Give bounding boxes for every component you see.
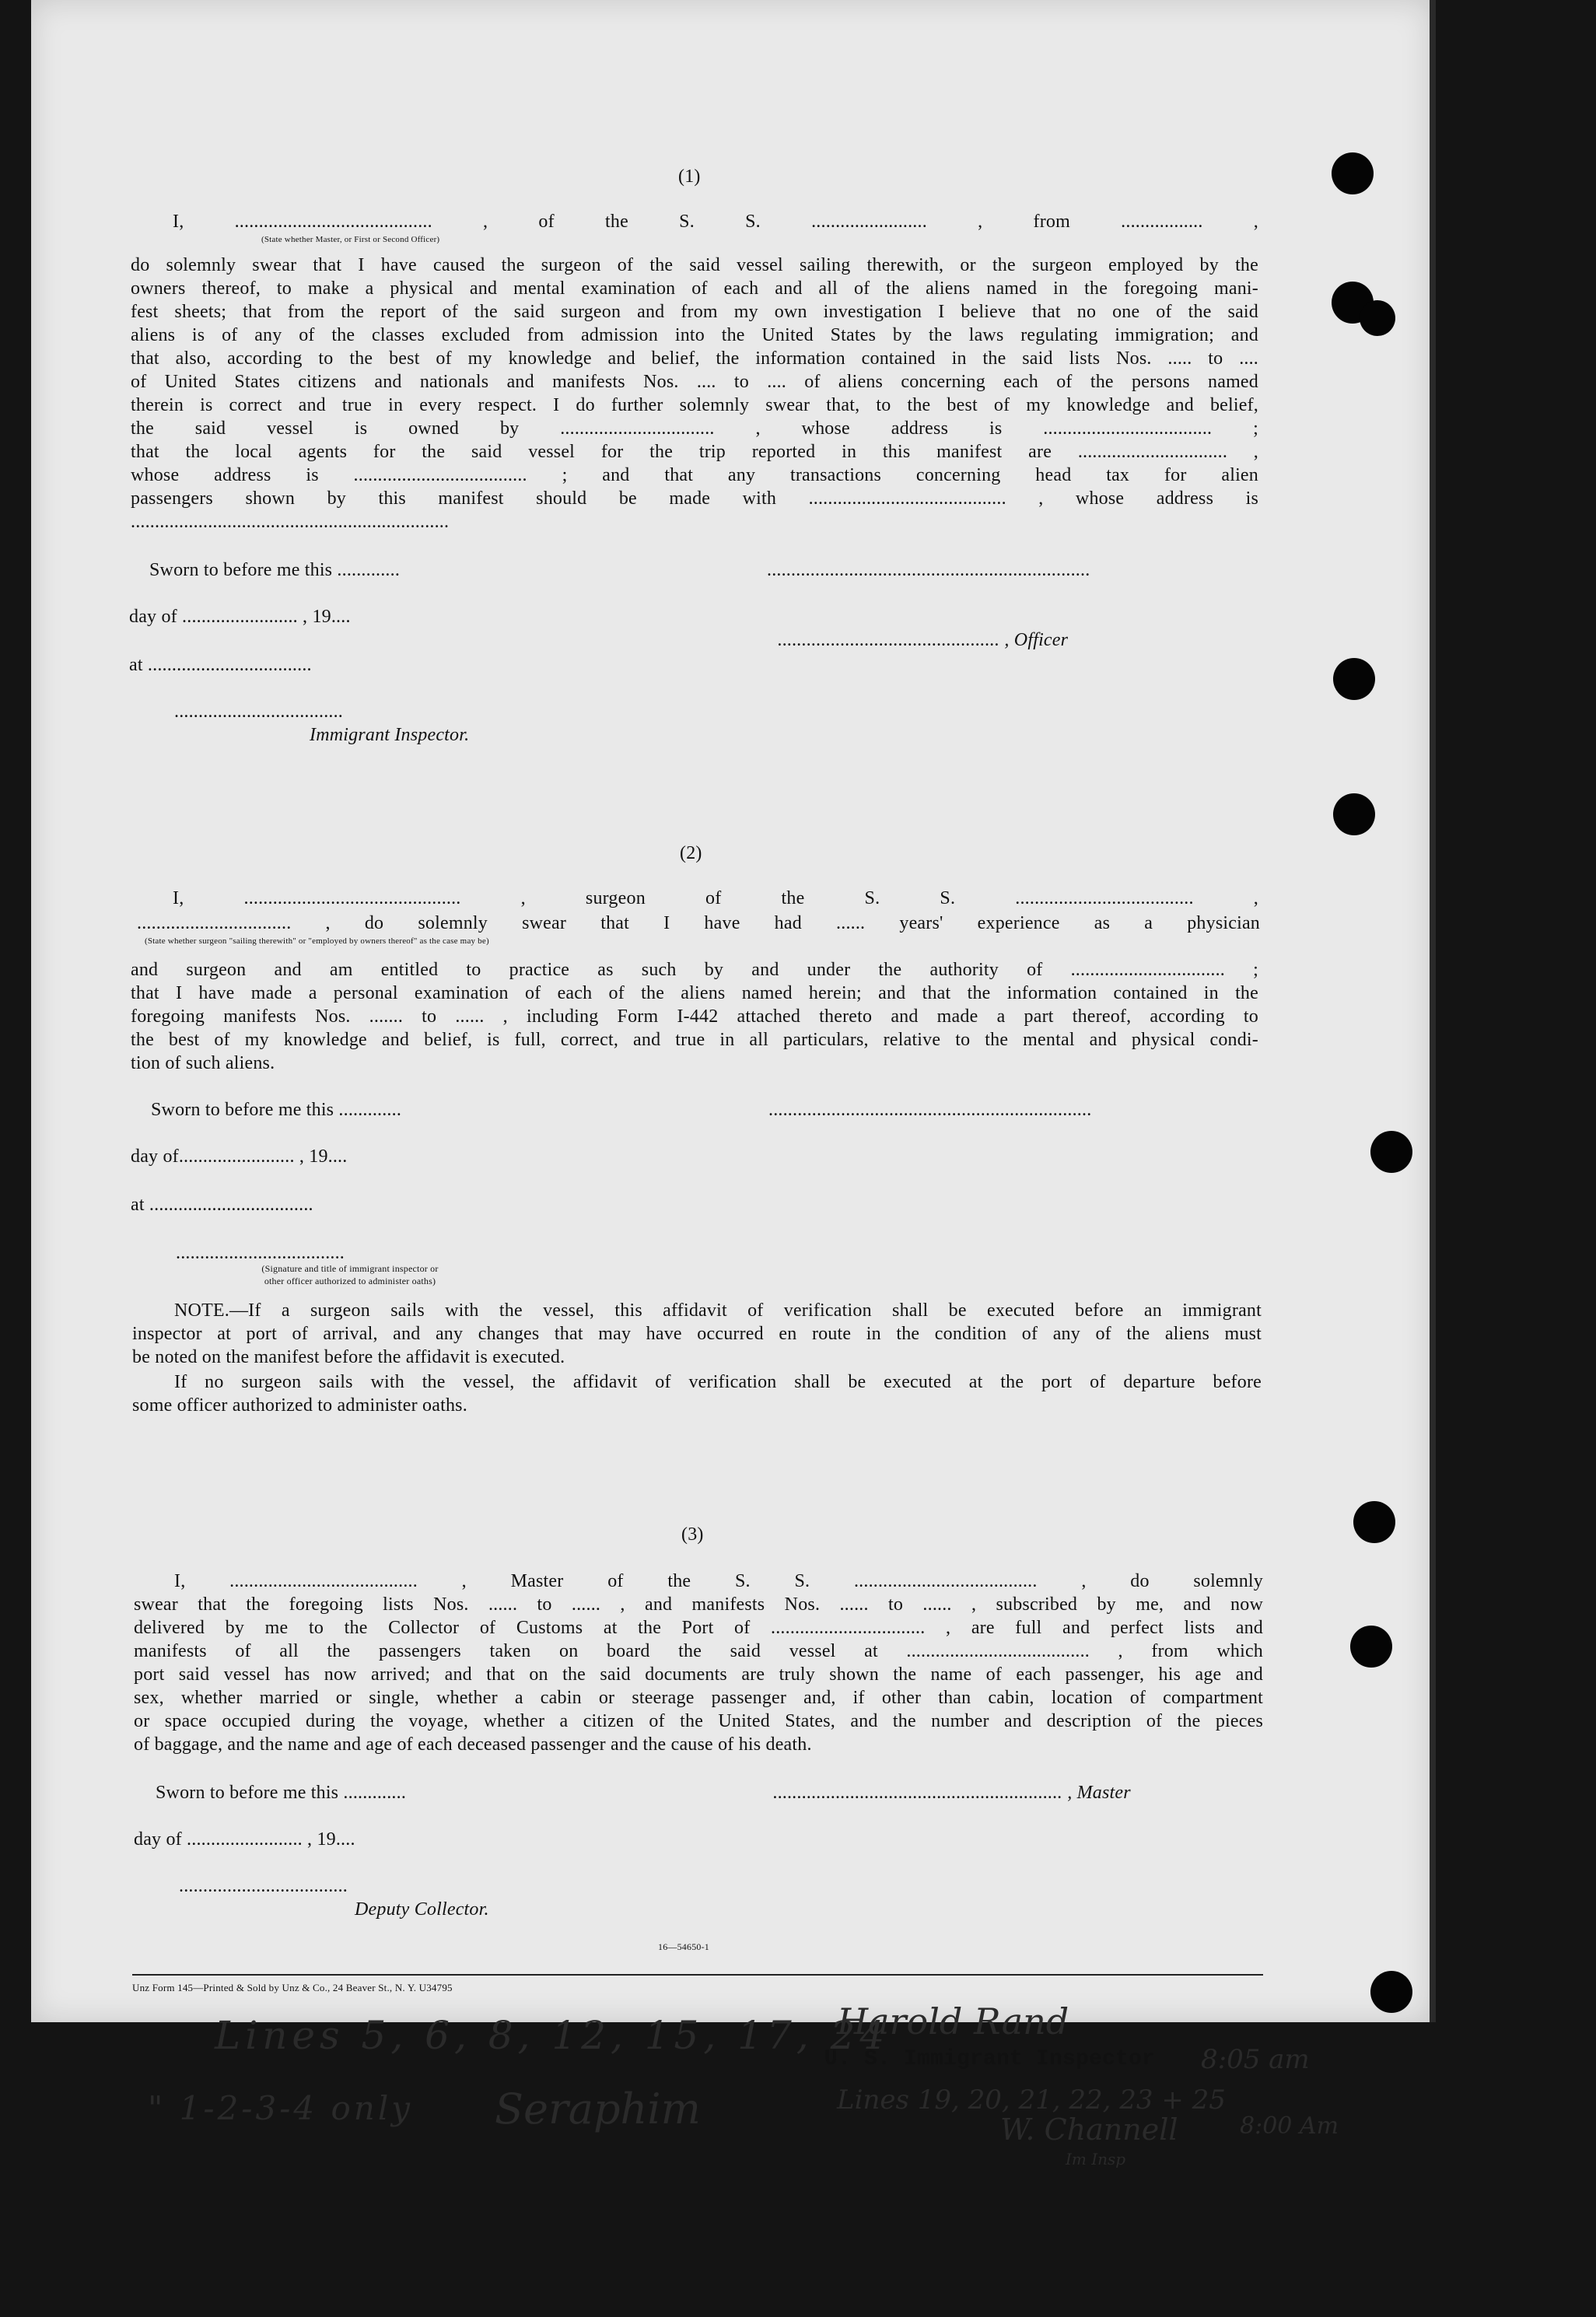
inspector-signature-2: W. Channell [1000, 2112, 1178, 2147]
section-2-signature-note: (Signature and title of immigrant inspector or [261, 1263, 439, 1274]
section-1-officer: .............................................. , Officer [778, 630, 1069, 650]
section-1-tail-dots: .................................................................. [131, 512, 450, 532]
handwritten-lines-note-2: Lines 19, 20, 21, 22, 23 + 25 [837, 2084, 1226, 2116]
punch-hole [1333, 793, 1375, 835]
section-3-text-line: delivered by me to the Collector of Customs at the Port of ................................ , are full and perfect lists and [134, 1618, 1263, 1638]
section-3-text-line: port said vessel has now arrived; and that on the said documents are truly shown the name of each passenger, his age and [134, 1664, 1263, 1685]
inspector-signature: Harold Rand [837, 2000, 1069, 2042]
section-1-text-line: fest sheets; that from the report of the said surgeon and from my own investigation I believe that no one of the said [131, 302, 1258, 322]
section-1-text-line: do solemnly swear that I have caused the surgeon of the said vessel sailing therewith, or the surgeon employed by the [131, 255, 1258, 275]
section-1-text-line: that also, according to the best of my knowledge and belief, the information contained in the said lists Nos. ..... to .... [131, 348, 1258, 369]
section-1-text-line: of United States citizens and nationals and manifests Nos. .... to .... of aliens concerning each of the persons named [131, 372, 1258, 392]
section-1-text-line: whose address is .................................... ; and that any transactions concerning head tax for alien [131, 465, 1258, 485]
section-2-note2-line: some officer authorized to administer oaths. [132, 1395, 467, 1416]
section-3-sworn: Sworn to before me this ............. [156, 1783, 407, 1803]
section-3-day: day of ........................ , 19.... [134, 1829, 355, 1850]
section-1-at: at .................................. [129, 655, 312, 675]
section-2-text-line: and surgeon and am entitled to practice as such by and under the authority of ................................ ; [131, 960, 1258, 980]
punch-hole [1332, 152, 1374, 194]
section-3-line1: I, ....................................... , Master of the S. S. ...................................... , do solemnly [174, 1571, 1263, 1591]
punch-hole [1360, 300, 1395, 336]
section-3-text-line: sex, whether married or single, whether a cabin or steerage passenger and, if other than cabin, location of compartment [134, 1688, 1263, 1708]
section-2-sworn: Sworn to before me this ............. [151, 1100, 402, 1120]
section-2-note-line: inspector at port of arrival, and any changes that may have occurred en route in the condition of any of the aliens must [132, 1324, 1262, 1344]
handwritten-time: 8:05 am [1201, 2044, 1310, 2075]
section-2-signature-line: ................................................................... [768, 1100, 1092, 1120]
punch-hole [1370, 1971, 1412, 2013]
section-3-text-line: of baggage, and the name and age of each deceased passenger and the cause of his death. [134, 1734, 812, 1755]
section-2-note-line: be noted on the manifest before the affidavit is executed. [132, 1347, 565, 1367]
section-3-number: (3) [681, 1524, 704, 1545]
section-3-deputy-dots: ................................... [179, 1876, 348, 1896]
section-2-text-line: that I have made a personal examination of each of the aliens named herein; and that the information contained in the [131, 983, 1258, 1003]
section-2-text-line: tion of such aliens. [131, 1053, 275, 1073]
section-1-sworn: Sworn to before me this ............. [149, 560, 401, 580]
section-3-master: ............................................................ , Master [773, 1783, 1131, 1803]
punch-hole [1370, 1131, 1412, 1173]
section-2-text-line: foregoing manifests Nos. ....... to ...... , including Form I-442 attached thereto and made a part thereof, according to [131, 1006, 1258, 1027]
form-number: 16—54650-1 [658, 1941, 709, 1952]
handwritten-time-2: 8:00 Am [1240, 2112, 1339, 2140]
printer-footer: Unz Form 145—Printed & Sold by Unz & Co., 24 Beaver St., N. Y. U34795 [132, 1982, 453, 1993]
section-2-text-line: the best of my knowledge and belief, is full, correct, and true in all particulars, relative to the mental and physical condi- [131, 1030, 1258, 1050]
section-2-surgeon-note: (State whether surgeon "sailing therewith" or "employed by owners thereof" as the case may be) [145, 936, 489, 946]
section-1-text-line: the said vessel is owned by ................................ , whose address is ................................... ; [131, 418, 1258, 439]
handwritten-only-note: " 1-2-3-4 only [148, 2089, 413, 2127]
section-2-note2-line: If no surgeon sails with the vessel, the affidavit of verification shall be executed at the port of departure before [174, 1372, 1262, 1392]
section-2-line2: ................................ , do solemnly swear that I have had ...... years' experience as a physician [137, 913, 1260, 933]
section-2-number: (2) [680, 843, 702, 863]
page-edge [1430, 0, 1436, 2022]
section-3-deputy: Deputy Collector. [355, 1899, 489, 1920]
inspector-stamp: U. S. Immigrant Inspector [824, 2047, 1156, 2071]
section-1-text-line: therein is correct and true in every respect. I do further solemnly swear that, to the best of my knowledge and belief, [131, 395, 1258, 415]
section-3-text-line: swear that the foregoing lists Nos. ...... to ...... , and manifests Nos. ...... to ...... , subscribed by me, and now [134, 1594, 1263, 1615]
section-1-signature-line: ................................................................... [767, 560, 1090, 580]
section-1-day: day of ........................ , 19.... [129, 607, 351, 627]
handwritten-name: Seraphim [495, 2084, 701, 2133]
section-1-number: (1) [678, 166, 701, 187]
section-2-signature-note: other officer authorized to administer oaths) [264, 1276, 436, 1286]
section-1-inspector: Immigrant Inspector. [310, 725, 470, 745]
section-1-text-line: owners thereof, to make a physical and mental examination of each and all of the aliens named in the foregoing mani- [131, 278, 1258, 299]
section-3-text-line: or space occupied during the voyage, whether a citizen of the United States, and the number and description of the pieces [134, 1711, 1263, 1731]
section-2-day: day of........................ , 19.... [131, 1146, 348, 1167]
section-2-line1: I, ............................................. , surgeon of the S. S. ..................................... , [173, 888, 1258, 908]
section-1-text-line: aliens is of any of the classes excluded from admission into the United States by the laws regulating immigration; and [131, 325, 1258, 345]
section-3-text-line: manifests of all the passengers taken on board the said vessel at ...................................... , from which [134, 1641, 1263, 1661]
section-2-at: at .................................. [131, 1195, 313, 1215]
section-1-text-line: that the local agents for the said vessel for the trip reported in this manifest are ............................... , [131, 442, 1258, 462]
punch-hole [1350, 1626, 1392, 1668]
section-1-officer-note: (State whether Master, or First or Second Officer) [261, 235, 440, 244]
handwritten-lines-note: Lines 5, 6, 8, 12, 15, 17, 24 [215, 2013, 890, 2058]
section-2-signature-dots: ................................... [176, 1243, 345, 1263]
section-1-line1: I, ......................................... , of the S. S. ........................ , from ................. , [173, 212, 1258, 232]
section-1-text-line: passengers shown by this manifest should be made with ......................................... , whose address is [131, 488, 1258, 509]
section-1-inspector-dots: ................................... [174, 702, 343, 722]
handwritten-title: Im Insp [1066, 2150, 1126, 2168]
punch-hole [1353, 1501, 1395, 1543]
footer-rule [132, 1974, 1263, 1976]
punch-hole [1333, 658, 1375, 700]
section-2-note-line: NOTE.—If a surgeon sails with the vessel, this affidavit of verification shall be executed before an immigrant [174, 1300, 1262, 1321]
